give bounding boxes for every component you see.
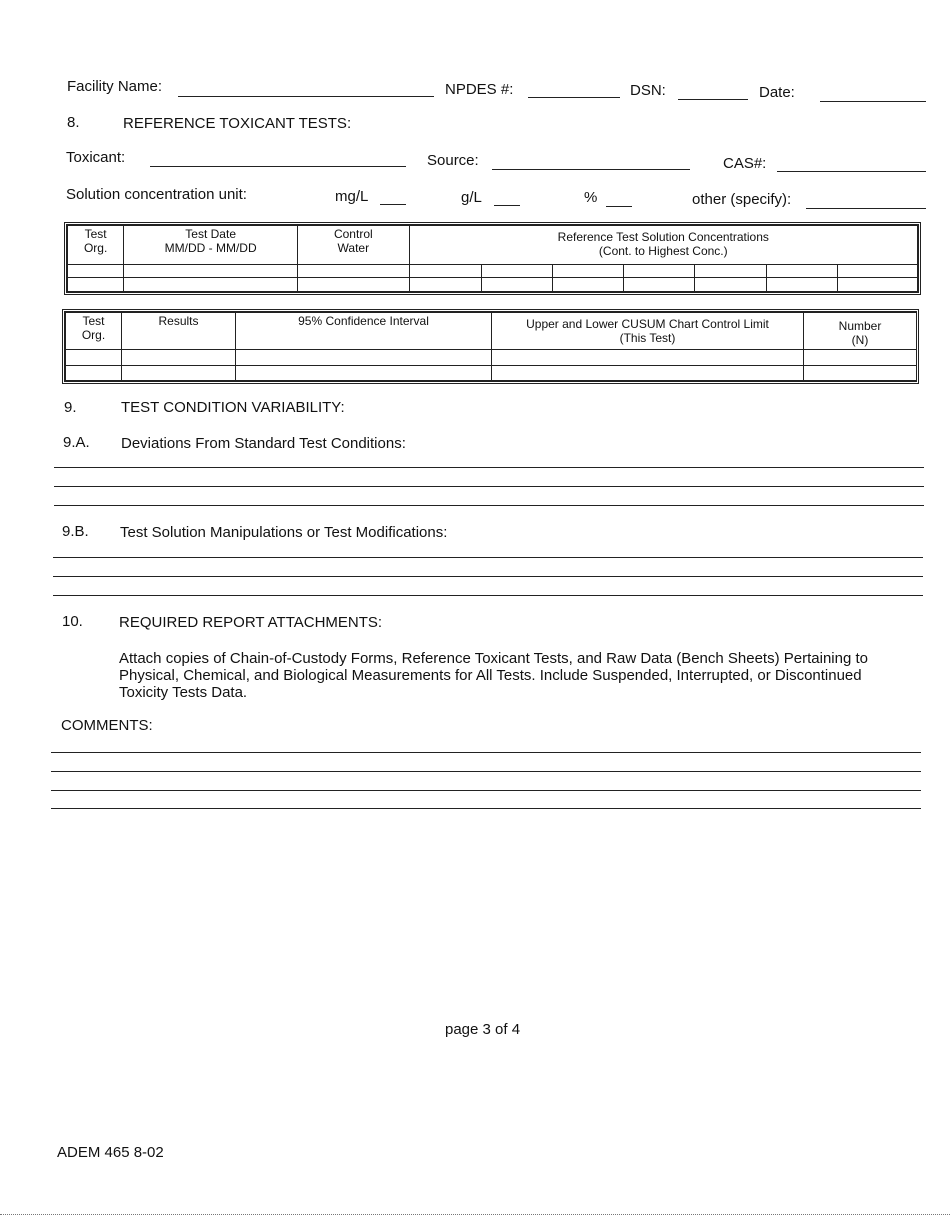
header-test-org: Test Org.: [66, 313, 122, 350]
source-field[interactable]: [492, 169, 690, 170]
unit-mgl-label: mg/L: [335, 188, 369, 205]
scan-edge-divider: [0, 1214, 950, 1215]
unit-gl-label: g/L: [461, 189, 482, 206]
facility-name-label: Facility Name:: [67, 78, 163, 95]
toxicant-field[interactable]: [150, 166, 406, 167]
modifications-line[interactable]: [53, 557, 923, 558]
header-test-org: Test Org.: [68, 226, 124, 265]
section-9-title: TEST CONDITION VARIABILITY:: [121, 399, 345, 416]
form-id: ADEM 465 8-02: [57, 1144, 164, 1161]
attachments-instructions: Attach copies of Chain-of-Custody Forms, Reference Toxicant Tests, and Raw Data (Bench Sheets) Pertaining to Physical, Chemical, and Biological Measurements for All Tests. Include Suspended, Interrupted, or Discontinued Toxicity Tests Data.: [119, 650, 868, 701]
table-cell[interactable]: [694, 264, 766, 277]
header-results: Results: [122, 313, 236, 350]
unit-other-label: other (specify):: [692, 191, 792, 208]
section-10-number: 10.: [62, 613, 83, 630]
table-cell[interactable]: [66, 365, 122, 380]
deviations-line[interactable]: [54, 467, 924, 468]
deviations-line[interactable]: [54, 505, 924, 506]
section-9b-title: Test Solution Manipulations or Test Modifications:: [120, 524, 448, 541]
table-cell[interactable]: [481, 264, 552, 277]
table-cell[interactable]: [481, 277, 552, 291]
section-8-number: 8.: [67, 114, 80, 131]
section-8-title: REFERENCE TOXICANT TESTS:: [123, 115, 352, 132]
table-cell[interactable]: [804, 365, 917, 380]
header-control-water: Control Water: [298, 226, 410, 265]
unit-percent-label: %: [584, 189, 598, 206]
reference-test-table: [64, 222, 921, 295]
deviations-line[interactable]: [54, 486, 924, 487]
unit-gl-field[interactable]: [494, 205, 520, 206]
table-cell[interactable]: [694, 277, 766, 291]
table-cell[interactable]: [68, 264, 124, 277]
modifications-line[interactable]: [53, 595, 923, 596]
header-confidence-interval: 95% Confidence Interval: [236, 313, 492, 350]
table-cell[interactable]: [623, 264, 694, 277]
comments-line[interactable]: [51, 752, 921, 753]
unit-other-field[interactable]: [806, 208, 926, 209]
table-cell[interactable]: [122, 365, 236, 380]
table-cell[interactable]: [66, 350, 122, 365]
table-cell[interactable]: [122, 350, 236, 365]
page-number: page 3 of 4: [445, 1021, 521, 1038]
table-cell[interactable]: [409, 264, 481, 277]
npdes-label: NPDES #:: [445, 81, 514, 98]
table-cell[interactable]: [767, 277, 837, 291]
cas-field[interactable]: [777, 171, 926, 172]
section-9-number: 9.: [64, 399, 77, 416]
table-cell[interactable]: [298, 264, 410, 277]
table-cell[interactable]: [124, 264, 298, 277]
section-9b-number: 9.B.: [62, 523, 89, 540]
table-cell[interactable]: [298, 277, 410, 291]
npdes-field[interactable]: [528, 97, 620, 98]
table-cell[interactable]: [553, 264, 623, 277]
comments-label: COMMENTS:: [61, 717, 153, 734]
unit-percent-field[interactable]: [606, 206, 632, 207]
table-cell[interactable]: [837, 277, 917, 291]
source-label: Source:: [427, 152, 479, 169]
table-cell[interactable]: [492, 350, 804, 365]
dsn-label: DSN:: [630, 82, 666, 99]
table-cell[interactable]: [124, 277, 298, 291]
dsn-field[interactable]: [678, 99, 748, 100]
table-cell[interactable]: [68, 277, 124, 291]
section-10-title: REQUIRED REPORT ATTACHMENTS:: [119, 614, 383, 631]
comments-line[interactable]: [51, 771, 921, 772]
modifications-line[interactable]: [53, 576, 923, 577]
section-9a-title: Deviations From Standard Test Conditions:: [121, 435, 406, 452]
header-number-n: Number (N): [804, 313, 917, 350]
results-table: [62, 309, 919, 384]
table-cell[interactable]: [492, 365, 804, 380]
table-cell[interactable]: [236, 350, 492, 365]
comments-line[interactable]: [51, 808, 921, 809]
section-9a-number: 9.A.: [63, 434, 90, 451]
header-cusum-limit: Upper and Lower CUSUM Chart Control Limit (This Test): [492, 313, 804, 350]
concentration-unit-label: Solution concentration unit:: [66, 186, 247, 203]
table-cell[interactable]: [409, 277, 481, 291]
toxicant-label: Toxicant:: [66, 149, 126, 166]
table-cell[interactable]: [553, 277, 623, 291]
table-cell[interactable]: [236, 365, 492, 380]
date-label: Date:: [759, 84, 795, 101]
facility-name-field[interactable]: [178, 96, 434, 97]
unit-mgl-field[interactable]: [380, 204, 406, 205]
table-cell[interactable]: [623, 277, 694, 291]
cas-label: CAS#:: [723, 155, 767, 172]
table-cell[interactable]: [767, 264, 837, 277]
date-field[interactable]: [820, 101, 926, 102]
table-cell[interactable]: [804, 350, 917, 365]
comments-line[interactable]: [51, 790, 921, 791]
table-cell[interactable]: [837, 264, 917, 277]
header-test-date: Test Date MM/DD - MM/DD: [124, 226, 298, 265]
header-reference-concentrations: Reference Test Solution Concentrations (Cont. to Highest Conc.): [409, 226, 917, 265]
